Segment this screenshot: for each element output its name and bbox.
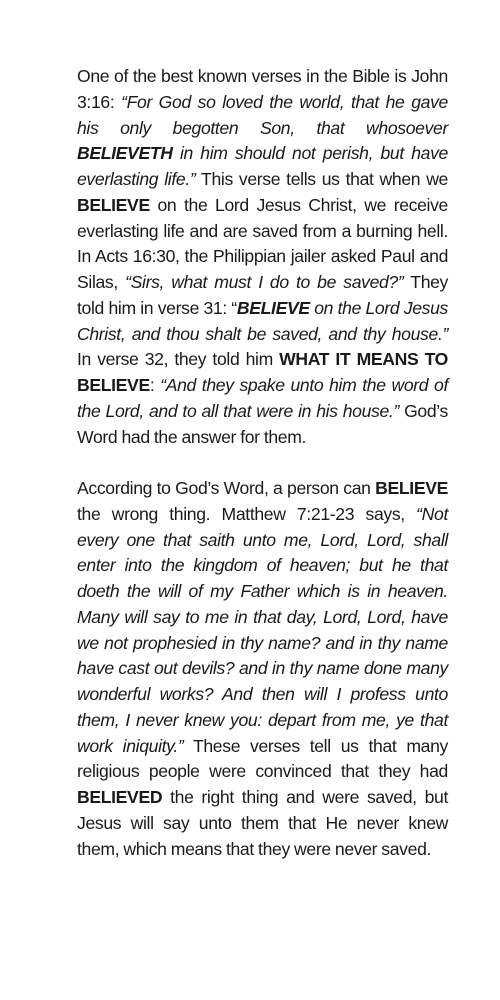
text-run: on the Lord Jesus Christ, we receive everlasting life and are saved from a burning hell. In Acts 16:30, the Philippian jailer asked Paul and Silas,: [77, 194, 448, 292]
text-run: BELIEVETH: [77, 143, 173, 164]
text-run: God’s Word had the answer for them.: [77, 400, 448, 447]
text-run: BELIEVE: [236, 297, 310, 318]
text-run: the wrong thing. Matthew 7:21-23 says,: [77, 503, 417, 524]
text-run: “And they spake unto him the word of the Lord, and to all that were in his house.”: [77, 375, 448, 421]
text-run: in him should not perish, but have everlasting life.”: [77, 143, 448, 189]
text-run: They told him in verse 31: “: [77, 272, 449, 318]
text-run: the right thing and were saved, but Jesus will say unto them that He never knew them, which means that they were never saved.: [77, 787, 448, 859]
text-run: According to God’s Word, a person can: [77, 478, 376, 498]
text-run: BELIEVE: [77, 194, 150, 215]
text-run: :: [149, 375, 161, 395]
text-run: In verse 32, they told him: [77, 349, 280, 370]
text-run: BELIEVED: [77, 787, 163, 807]
text-run: “Not every one that saith unto me, Lord, Lord, shall enter into the kingdom of heaven; but he that doeth the will of my Father which is in heaven. Many will say to me in that day, Lord, Lord, have we not prophesied in thy name? and in thy name have cast out devils? and in thy name done many wonderful works? And then will I profess unto them, I never knew you: depart from me, ye that work iniquity.”: [77, 503, 448, 756]
text-run: “Sirs, what must I do to be saved?”: [125, 272, 404, 292]
text-run: on the Lord Jesus Christ, and thou shalt be saved, and thy house.”: [77, 297, 449, 344]
text-run: BELIEVE: [375, 478, 448, 498]
text-run: This verse tells us that when we: [195, 169, 448, 189]
paragraph-2: [77, 476, 448, 862]
paragraph-1: [77, 64, 448, 450]
text-run: WHAT IT MEANS TO BELIEVE: [77, 349, 448, 395]
text-run: These verses tell us that many religious people were convinced that they had: [77, 735, 448, 782]
text-run: “For God so loved the world, that he gave his only begotten Son, that whosoever: [77, 91, 448, 138]
text-run: One of the best known verses in the Bible is John 3:16:: [77, 66, 448, 112]
